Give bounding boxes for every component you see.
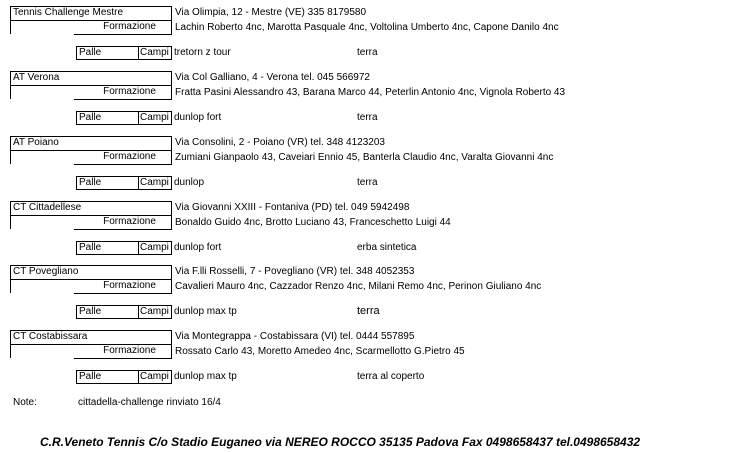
club-block — [0, 330, 731, 390]
team-players: Zumiani Gianpaolo 43, Caveiari Ennio 45, Banterla Claudio 4nc, Varalta Giovanni 4nc — [175, 152, 554, 163]
note-label: Note: — [13, 397, 37, 408]
club-block — [0, 136, 731, 196]
divider — [10, 20, 11, 34]
club-block — [0, 71, 731, 131]
balls-value: dunlop max tp — [174, 371, 237, 382]
divider — [10, 85, 11, 99]
formation-label: Formazione — [74, 21, 172, 35]
club-address: Via F.lli Rosselli, 7 - Povegliano (VR) tel. 348 4052353 — [175, 266, 415, 277]
balls-value: dunlop fort — [174, 242, 222, 253]
courts-label: Campi — [138, 46, 172, 60]
courts-label: Campi — [138, 176, 172, 190]
footer-contact: C.R.Veneto Tennis C/o Stadio Euganeo via NEREO ROCCO 35135 Padova Fax 0498658437 tel.0498658432 — [40, 435, 641, 449]
club-address: Via Montegrappa - Costabissara (VI) tel. 0444 557895 — [175, 331, 415, 342]
note-text: cittadella-challenge rinviato 16/4 — [78, 397, 221, 408]
divider — [10, 344, 11, 358]
club-name: CT Cittadellese — [10, 201, 172, 215]
court-surface: terra — [357, 177, 378, 188]
team-players: Lachin Roberto 4nc, Marotta Pasquale 4nc, Voltolina Umberto 4nc, Capone Danilo 4nc — [175, 22, 559, 33]
balls-label: Palle — [76, 111, 139, 125]
balls-value: dunlop — [174, 177, 205, 188]
divider — [10, 279, 11, 293]
balls-value: dunlop fort — [174, 112, 222, 123]
team-players: Fratta Pasini Alessandro 43, Barana Marco 44, Peterlin Antonio 4nc, Vignola Roberto 43 — [175, 87, 566, 98]
team-players: Bonaldo Guido 4nc, Brotto Luciano 43, Franceschetto Luigi 44 — [175, 217, 451, 228]
club-name: CT Povegliano — [10, 265, 172, 279]
formation-label: Formazione — [74, 280, 172, 294]
balls-label: Palle — [76, 305, 139, 319]
club-name: AT Poiano — [10, 136, 172, 150]
balls-value: dunlop max tp — [174, 306, 237, 317]
club-block — [0, 265, 731, 325]
courts-label: Campi — [138, 241, 172, 255]
court-surface: terra — [357, 305, 380, 317]
club-address: Via Col Galliano, 4 - Verona tel. 045 566972 — [175, 72, 370, 83]
club-address: Via Olimpia, 12 - Mestre (VE) 335 8179580 — [175, 7, 367, 18]
court-surface: terra — [357, 112, 378, 123]
club-block — [0, 201, 731, 261]
divider — [10, 150, 11, 164]
club-block — [0, 6, 731, 66]
club-address: Via Giovanni XXIII - Fontaniva (PD) tel. 049 5942498 — [175, 202, 410, 213]
team-players: Rossato Carlo 43, Moretto Amedeo 4nc, Scarmellotto G.Pietro 45 — [175, 346, 465, 357]
club-name: Tennis Challenge Mestre — [10, 6, 172, 20]
formation-label: Formazione — [74, 151, 172, 165]
balls-value: tretorn z tour — [174, 47, 231, 58]
formation-label: Formazione — [74, 345, 172, 359]
balls-label: Palle — [76, 370, 139, 384]
formation-label: Formazione — [74, 216, 172, 230]
courts-label: Campi — [138, 111, 172, 125]
team-players: Cavalieri Mauro 4nc, Cazzador Renzo 4nc, Milani Remo 4nc, Perinon Giuliano 4nc — [175, 281, 542, 292]
club-name: AT Verona — [10, 71, 172, 85]
court-surface: erba sintetica — [357, 242, 417, 253]
courts-label: Campi — [138, 305, 172, 319]
courts-label: Campi — [138, 370, 172, 384]
club-name: CT Costabissara — [10, 330, 172, 344]
balls-label: Palle — [76, 241, 139, 255]
club-address: Via Consolini, 2 - Poiano (VR) tel. 348 4123203 — [175, 137, 385, 148]
court-surface: terra — [357, 47, 378, 58]
court-surface: terra al coperto — [357, 371, 425, 382]
divider — [10, 215, 11, 229]
balls-label: Palle — [76, 176, 139, 190]
balls-label: Palle — [76, 46, 139, 60]
formation-label: Formazione — [74, 86, 172, 100]
